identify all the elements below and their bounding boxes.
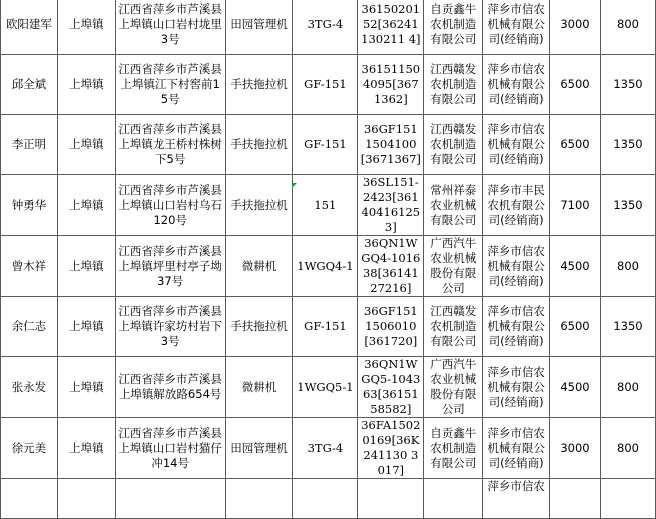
cell-address[interactable]: 江西省萍乡市芦溪县上埠镇许家坊村岩下3号 <box>115 297 225 357</box>
cell-maker[interactable]: 常州祥泰农业机械有限公司 <box>424 175 483 236</box>
cell-machine[interactable]: 田园管理机 <box>225 418 293 479</box>
cell-dealer[interactable]: 萍乡市信农机械有限公司(经销商) <box>483 115 550 175</box>
cell-dealer[interactable]: 萍乡市丰民农机有限公司(经销商) <box>483 175 550 236</box>
cell-price[interactable]: 7100 <box>550 175 601 236</box>
cell-subsidy[interactable]: 1350 <box>600 55 655 115</box>
cell-town[interactable]: 上埠镇 <box>57 115 115 175</box>
cell-machine[interactable]: 微耕机 <box>225 236 293 297</box>
cell-serial[interactable]: 36GF1511504100[3671367] <box>358 115 424 175</box>
cell-dealer[interactable]: 萍乡市信农机械有限公司(经销商) <box>483 0 550 55</box>
cell-serial[interactable]: 36FA15020169[36K241130 3017] <box>358 418 424 479</box>
cell-maker[interactable]: 自贡鑫牛农机制造有限公司 <box>424 0 483 55</box>
cell-model[interactable]: 151 <box>293 175 358 236</box>
cell-machine[interactable]: 手扶拖拉机 <box>225 297 293 357</box>
cell-machine[interactable]: 手扶拖拉机 <box>225 115 293 175</box>
cell-maker[interactable] <box>424 479 483 519</box>
cell-model[interactable]: GF-151 <box>293 297 358 357</box>
cell-price[interactable]: 3000 <box>550 418 601 479</box>
cell-maker[interactable]: 广西汽牛农业机械股份有限公司 <box>424 357 483 418</box>
cell-subsidy[interactable]: 800 <box>600 418 655 479</box>
cell-serial[interactable]: 36SL151-2423[361404161253] <box>358 175 424 236</box>
cell-address[interactable]: 江西省萍乡市芦溪县上埠镇解放路654号 <box>115 357 225 418</box>
cell-name[interactable]: 曾木祥 <box>1 236 58 297</box>
cell-name[interactable] <box>1 479 58 519</box>
cell-machine[interactable] <box>225 479 293 519</box>
cell-model[interactable]: 3TG-4 <box>293 418 358 479</box>
cell-subsidy[interactable]: 800 <box>600 357 655 418</box>
cell-town[interactable] <box>57 479 115 519</box>
cell-town[interactable]: 上埠镇 <box>57 0 115 55</box>
cell-price[interactable]: 4500 <box>550 357 601 418</box>
cell-serial[interactable]: 36GF1511506010[361720] <box>358 297 424 357</box>
cell-model[interactable]: 1WGQ5-1 <box>293 357 358 418</box>
cell-town[interactable]: 上埠镇 <box>57 236 115 297</box>
cell-model[interactable] <box>293 479 358 519</box>
cell-maker[interactable]: 自贡鑫牛农机制造有限公司 <box>424 418 483 479</box>
cell-name[interactable]: 欧阳建军 <box>1 0 58 55</box>
cell-price[interactable]: 6500 <box>550 297 601 357</box>
cell-model[interactable]: GF-151 <box>293 55 358 115</box>
cell-subsidy[interactable]: 1350 <box>600 115 655 175</box>
cell-subsidy[interactable]: 800 <box>600 0 655 55</box>
table-row <box>1 479 656 519</box>
cell-address[interactable]: 江西省萍乡市芦溪县上埠镇山口岩村垅里3号 <box>115 0 225 55</box>
cell-dealer[interactable]: 萍乡市信农机械有限公司(经销商) <box>483 357 550 418</box>
table-body <box>1 0 656 519</box>
table-row <box>1 357 656 418</box>
table-row <box>1 0 656 55</box>
cell-machine[interactable]: 手扶拖拉机 <box>225 55 293 115</box>
table-row <box>1 115 656 175</box>
cell-dealer[interactable]: 萍乡市信农机械有限公司(经销商) <box>483 297 550 357</box>
cell-serial[interactable]: 3615020152[36241130211 4] <box>358 0 424 55</box>
cell-maker[interactable]: 江西赣发农机制造有限公司 <box>424 55 483 115</box>
cell-dealer[interactable]: 萍乡市信农机械有限公司(经销商) <box>483 418 550 479</box>
cell-name[interactable]: 钟勇华 <box>1 175 58 236</box>
cell-town[interactable]: 上埠镇 <box>57 55 115 115</box>
cell-name[interactable]: 徐元美 <box>1 418 58 479</box>
table-row <box>1 297 656 357</box>
cell-maker[interactable]: 广西汽牛农业机械股份有限公司 <box>424 236 483 297</box>
cell-price[interactable] <box>550 479 601 519</box>
cell-price[interactable]: 3000 <box>550 0 601 55</box>
table-row <box>1 418 656 479</box>
cell-dealer[interactable]: 萍乡市信农机械有限公司(经销商) <box>483 236 550 297</box>
cell-dealer[interactable]: 萍乡市信农机械有限公司(经销商) <box>483 55 550 115</box>
cell-address[interactable]: 江西省萍乡市芦溪县上埠镇龙王桥村株树下5号 <box>115 115 225 175</box>
table-row <box>1 175 656 236</box>
cell-maker[interactable]: 江西赣发农机制造有限公司 <box>424 297 483 357</box>
cell-name[interactable]: 李正明 <box>1 115 58 175</box>
table-row <box>1 55 656 115</box>
cell-town[interactable]: 上埠镇 <box>57 418 115 479</box>
cell-subsidy[interactable]: 1350 <box>600 297 655 357</box>
cell-address[interactable] <box>115 479 225 519</box>
cell-model[interactable]: 3TG-4 <box>293 0 358 55</box>
cell-address[interactable]: 江西省萍乡市芦溪县上埠镇坪里村亭子坳37号 <box>115 236 225 297</box>
cell-address[interactable]: 江西省萍乡市芦溪县上埠镇山口岩村猫仔冲14号 <box>115 418 225 479</box>
cell-serial[interactable] <box>358 479 424 519</box>
cell-subsidy[interactable]: 1350 <box>600 175 655 236</box>
cell-name[interactable]: 张永发 <box>1 357 58 418</box>
cell-price[interactable]: 6500 <box>550 115 601 175</box>
cell-dealer[interactable]: 萍乡市信农 <box>483 479 550 519</box>
cell-address[interactable]: 江西省萍乡市芦溪县上埠镇江下村窖前15号 <box>115 55 225 115</box>
cell-serial[interactable]: 361511504095[3671362] <box>358 55 424 115</box>
cell-price[interactable]: 4500 <box>550 236 601 297</box>
cell-town[interactable]: 上埠镇 <box>57 297 115 357</box>
cell-machine[interactable]: 微耕机 <box>225 357 293 418</box>
cell-serial[interactable]: 36QN1WGQ5-104363[3615158582] <box>358 357 424 418</box>
cell-model[interactable]: GF-151 <box>293 115 358 175</box>
cell-town[interactable]: 上埠镇 <box>57 175 115 236</box>
cell-name[interactable]: 余仁志 <box>1 297 58 357</box>
cell-subsidy[interactable]: 800 <box>600 236 655 297</box>
cell-serial[interactable]: 36QN1WGQ4-101638[3614127216] <box>358 236 424 297</box>
cell-name[interactable]: 邱全斌 <box>1 55 58 115</box>
cell-subsidy[interactable] <box>600 479 655 519</box>
cell-machine[interactable]: 手扶拖拉机 <box>225 175 293 236</box>
cell-model[interactable]: 1WGQ4-1 <box>293 236 358 297</box>
cell-address[interactable]: 江西省萍乡市芦溪县上埠镇山口岩村乌石120号 <box>115 175 225 236</box>
cell-comment-marker <box>292 183 297 188</box>
cell-town[interactable]: 上埠镇 <box>57 357 115 418</box>
cell-price[interactable]: 6500 <box>550 55 601 115</box>
cell-maker[interactable]: 江西赣发农机制造有限公司 <box>424 115 483 175</box>
cell-machine[interactable]: 田园管理机 <box>225 0 293 55</box>
table-row <box>1 236 656 297</box>
